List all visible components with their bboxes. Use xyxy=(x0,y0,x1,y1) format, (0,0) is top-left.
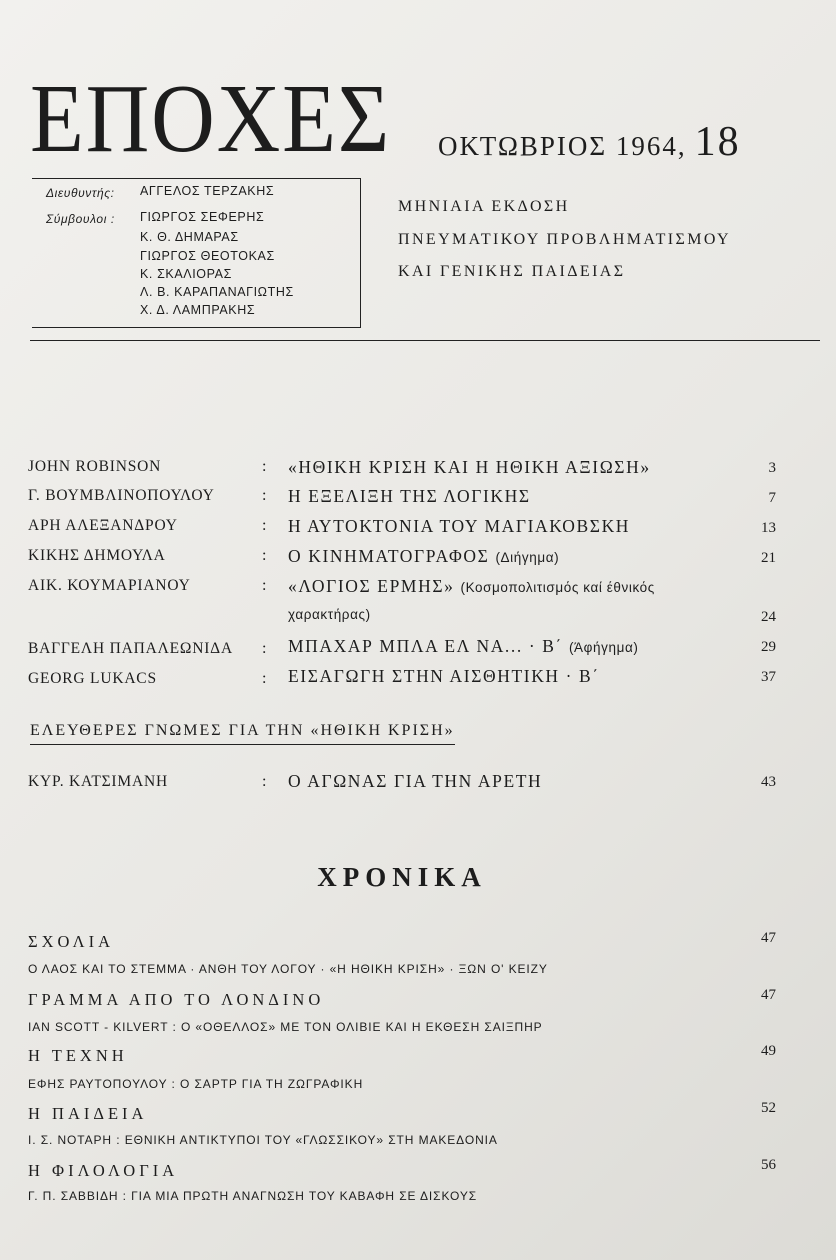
header-rule xyxy=(30,340,820,341)
chronika-section-page: 56 xyxy=(761,1157,776,1173)
toc-title: «ΗΘΙΚΗ ΚΡΙΣΗ ΚΑΙ Η ΗΘΙΚΗ ΑΞΙΩΣΗ» xyxy=(288,457,651,477)
toc-title: Η ΕΞΕΛΙΞΗ ΤΗΣ ΛΟΓΙΚΗΣ xyxy=(288,486,531,506)
advisor-name: Κ. ΣΚΑΛΙΟΡΑΣ xyxy=(140,267,232,281)
issue-number: 18 xyxy=(694,119,741,165)
toc-page: 37 xyxy=(761,669,776,685)
toc-colon: : xyxy=(262,773,267,790)
toc-colon: : xyxy=(262,487,267,504)
toc-title: ΕΙΣΑΓΩΓΗ ΣΤΗΝ ΑΙΣΘΗΤΙΚΗ · Β΄ xyxy=(288,666,600,686)
toc-author: ΒΑΓΓΕΛΗ ΠΑΠΑΛΕΩΝΙΔΑ xyxy=(28,640,233,657)
publication-line: ΜΗΝΙΑΙΑ ΕΚΔΟΣΗ xyxy=(398,198,570,215)
toc-author: ΑΙΚ. ΚΟΥΜΑΡΙΑΝΟΥ xyxy=(28,577,191,594)
chronika-section-title: Η ΦΙΛΟΛΟΓΙΑ xyxy=(28,1161,179,1180)
advisor-name: Χ. Δ. ΛΑΜΠΡΑΚΗΣ xyxy=(140,303,256,317)
toc-page: 13 xyxy=(761,520,776,536)
toc-author: GEORG LUKACS xyxy=(28,670,157,687)
toc-page: 43 xyxy=(761,774,776,790)
toc-title: Ο ΚΙΝΗΜΑΤΟΓΡΑΦΟΣ (Διήγημα) xyxy=(288,546,560,566)
chronika-section-detail: Γ. Π. ΣΑΒΒΙΔΗ : ΓΙΑ ΜΙΑ ΠΡΩΤΗ ΑΝΑΓΝΩΣΗ ΤΟΥ ΚΑΒΑΦΗ ΣΕ ΔΙΣΚΟΥΣ xyxy=(28,1189,478,1203)
toc-title: «ΛΟΓΙΟΣ ΕΡΜΗΣ» (Κοσμοπολιτισμός καί έθνικός xyxy=(288,576,655,596)
toc-page: 3 xyxy=(768,460,776,476)
chronika-section-page: 49 xyxy=(761,1043,776,1059)
chronika-section-detail: Ι. Σ. ΝΟΤΑΡΗ : ΕΘΝΙΚΗ ΑΝΤΙΚΤΥΠΟΙ ΤΟΥ «ΓΛΩΣΣΙΚΟΥ» ΣΤΗ ΜΑΚΕΔΟΝΙΑ xyxy=(28,1133,498,1147)
toc-colon: : xyxy=(262,577,267,594)
toc-colon: : xyxy=(262,517,267,534)
chronika-section-title: Η ΤΕΧΝΗ xyxy=(28,1046,128,1065)
chronika-section-page: 47 xyxy=(761,987,776,1003)
chronika-section-page: 47 xyxy=(761,930,776,946)
toc-title: ΜΠΑΧΑΡ ΜΠΛΑ ΕΛ ΝΑ... · Β΄ (Άφήγημα) xyxy=(288,636,639,656)
toc-page: 7 xyxy=(768,490,776,506)
publication-line: ΚΑΙ ΓΕΝΙΚΗΣ ΠΑΙΔΕΙΑΣ xyxy=(398,263,626,280)
publication-line: ΠΝΕΥΜΑΤΙΚΟΥ ΠΡΟΒΛΗΜΑΤΙΣΜΟΥ xyxy=(398,231,731,248)
toc-author: JOHN ROBINSON xyxy=(28,458,162,475)
chronika-section-detail: IAN SCOTT - KILVERT : Ο «ΟΘΕΛΛΟΣ» ΜΕ ΤΟΝ ΟΛΙΒΙΕ ΚΑΙ Η ΕΚΘΕΣΗ ΣΑΙΞΠΗΡ xyxy=(28,1020,543,1034)
issue-date: ΟΚΤΩΒΡΙΟΣ 1964, xyxy=(438,131,687,161)
issue-line xyxy=(438,118,741,166)
chronika-section-title: ΣΧΟΛΙΑ xyxy=(28,932,115,951)
chronika-section-page: 52 xyxy=(761,1100,776,1116)
advisor-name: ΓΙΩΡΓΟΣ ΘΕΟΤΟΚΑΣ xyxy=(140,249,275,263)
toc-author: ΚΙΚΗΣ ΔΗΜΟΥΛΑ xyxy=(28,547,166,564)
advisors-role: Σύμβουλοι : xyxy=(46,212,115,226)
toc-author: ΚΥΡ. ΚΑΤΣΙΜΑΝΗ xyxy=(28,773,168,790)
director-role: Διευθυντής: xyxy=(46,186,115,200)
chronika-heading: ΧΡΟΝΙΚΑ xyxy=(317,862,487,892)
toc-colon: : xyxy=(262,458,267,475)
advisor-name: Κ. Θ. ΔΗΜΑΡΑΣ xyxy=(140,230,239,244)
toc-author: ΑΡΗ ΑΛΕΞΑΝΔΡΟΥ xyxy=(28,517,178,534)
toc-page: 24 xyxy=(761,609,776,625)
toc-title: Ο ΑΓΩΝΑΣ ΓΙΑ ΤΗΝ ΑΡΕΤΗ xyxy=(288,771,543,791)
chronika-section-title: Η ΠΑΙΔΕΙΑ xyxy=(28,1104,148,1123)
free-opinions-heading: ΕΛΕΥΘΕΡΕΣ ΓΝΩΜΕΣ ΓΙΑ ΤΗΝ «ΗΘΙΚΗ ΚΡΙΣΗ» xyxy=(30,722,455,745)
chronika-section-detail: ΕΦΗΣ ΡΑΥΤΟΠΟΥΛΟΥ : Ο ΣΑΡΤΡ ΓΙΑ ΤΗ ΖΩΓΡΑΦΙΚΗ xyxy=(28,1077,364,1091)
advisor-name: Λ. Β. ΚΑΡΑΠΑΝΑΓΙΩΤΗΣ xyxy=(140,285,294,299)
toc-author: Γ. ΒΟΥΜΒΛΙΝΟΠΟΥΛΟΥ xyxy=(28,487,215,504)
toc-colon: : xyxy=(262,640,267,657)
chronika-section-title: ΓΡΑΜΜΑ ΑΠΟ ΤΟ ΛΟΝΔΙΝΟ xyxy=(28,990,325,1009)
toc-colon: : xyxy=(262,547,267,564)
toc-title: Η ΑΥΤΟΚΤΟΝΙΑ ΤΟΥ ΜΑΓΙΑΚΟΒΣΚΗ xyxy=(288,516,631,536)
toc-title-continuation: χαρακτήρας) xyxy=(288,607,371,622)
advisor-name: ΓΙΩΡΓΟΣ ΣΕΦΕΡΗΣ xyxy=(140,210,265,224)
masthead-title: ΕΠΟΧΕΣ xyxy=(30,65,391,173)
toc-page: 29 xyxy=(761,639,776,655)
toc-page: 21 xyxy=(761,550,776,566)
director-name: ΑΓΓΕΛΟΣ ΤΕΡΖΑΚΗΣ xyxy=(140,184,275,198)
toc-colon: : xyxy=(262,670,267,687)
chronika-section-detail: Ο ΛΑΟΣ ΚΑΙ ΤΟ ΣΤΕΜΜΑ · ΑΝΘΗ ΤΟΥ ΛΟΓΟΥ · «Η ΗΘΙΚΗ ΚΡΙΣΗ» · ΞΩΝ Ο' ΚΕΙΖΥ xyxy=(28,962,548,976)
